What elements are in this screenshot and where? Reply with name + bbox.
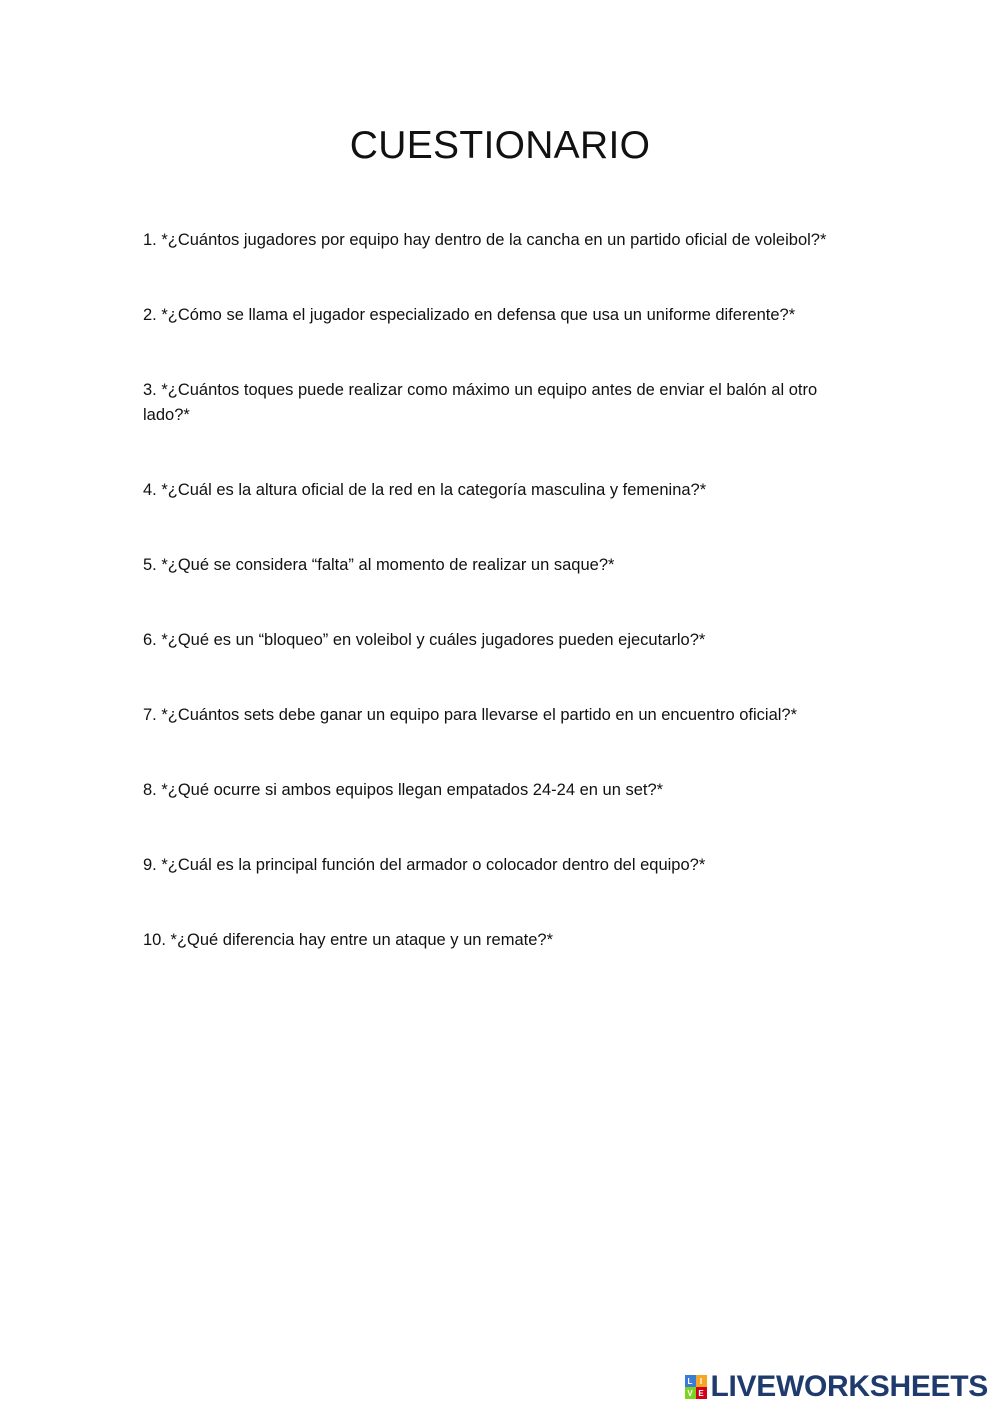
question-item: 2. *¿Cómo se llama el jugador especializado en defensa que usa un uniforme diferente?* — [143, 306, 796, 324]
question-item: 3. *¿Cuántos toques puede realizar como máximo un equipo antes de enviar el balón al otro lado?* — [143, 381, 818, 424]
question-item: 10. *¿Qué diferencia hay entre un ataque y un remate?* — [143, 931, 554, 949]
liveworksheets-brand — [685, 1370, 989, 1404]
page-title: CUESTIONARIO — [349, 124, 651, 167]
brand-name: LIVEWORKSHEETS — [710, 1370, 988, 1403]
question-item: 7. *¿Cuántos sets debe ganar un equipo para llevarse el partido en un encuentro oficial?* — [143, 706, 798, 724]
question-item: 1. *¿Cuántos jugadores por equipo hay dentro de la cancha en un partido oficial de voleibol?* — [143, 231, 827, 249]
logo-tile: I — [696, 1375, 707, 1387]
question-item: 9. *¿Cuál es la principal función del armador o colocador dentro del equipo?* — [143, 856, 706, 874]
liveworksheets-logo-icon — [685, 1375, 707, 1399]
logo-tile: V — [685, 1387, 696, 1399]
question-item: 8. *¿Qué ocurre si ambos equipos llegan empatados 24-24 en un set?* — [143, 781, 664, 799]
question-list — [143, 228, 858, 1003]
question-item: 6. *¿Qué es un “bloqueo” en voleibol y cuáles jugadores pueden ejecutarlo?* — [143, 631, 706, 649]
question-item: 4. *¿Cuál es la altura oficial de la red en la categoría masculina y femenina?* — [143, 481, 707, 499]
logo-tile: L — [685, 1375, 696, 1387]
question-item: 5. *¿Qué se considera “falta” al momento de realizar un saque?* — [143, 556, 615, 574]
logo-tile: E — [696, 1387, 707, 1399]
